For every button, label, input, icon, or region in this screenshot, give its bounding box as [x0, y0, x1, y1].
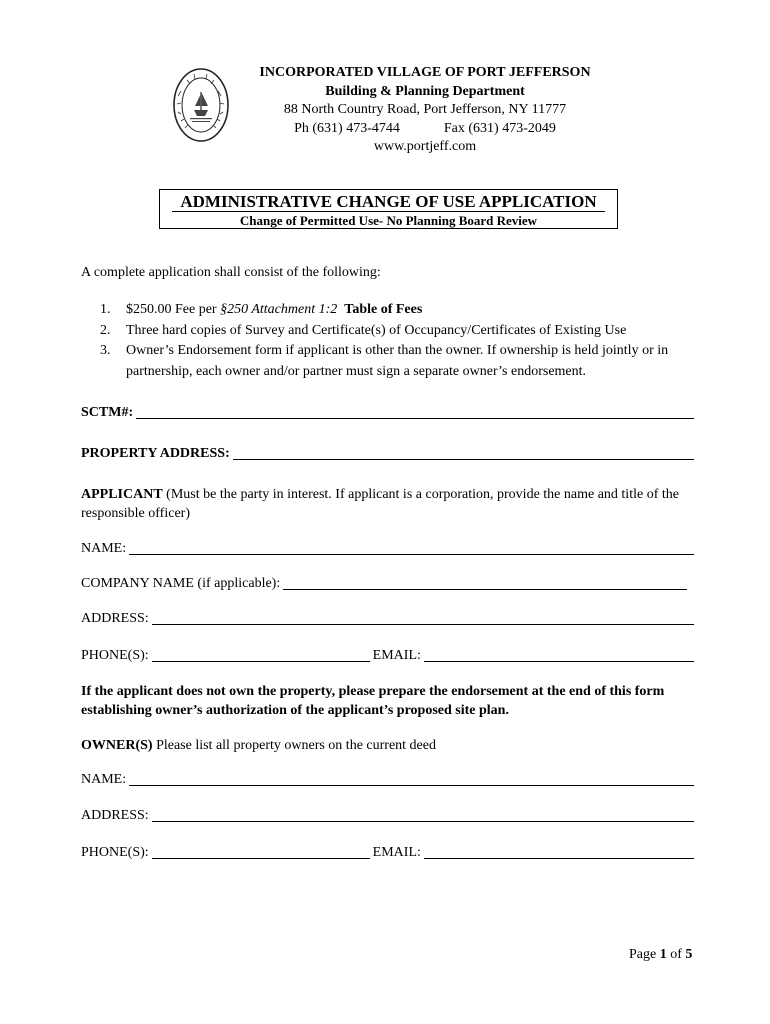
owner-address-row — [81, 807, 694, 825]
property-address-field[interactable] — [233, 445, 694, 460]
property-address-row — [81, 445, 694, 463]
list-item: 2. Three hard copies of Survey and Certificate(s) of Occupancy/Certificates of Existing Use — [100, 322, 627, 338]
letterhead — [220, 64, 630, 157]
owner-phone-label: PHONE(S): — [81, 845, 149, 860]
phone-number: Ph (631) 473-4744 — [294, 120, 400, 136]
owner-address-field[interactable] — [152, 807, 694, 822]
fees-reference: Table of Fees — [344, 302, 423, 317]
applicant-phone-label: PHONE(S): — [81, 648, 149, 663]
sctm-row — [81, 404, 694, 422]
website: www.portjeff.com — [373, 139, 477, 154]
property-address-label: PROPERTY ADDRESS: — [81, 446, 230, 461]
owner-note: Please list all property owners on the current deed — [156, 738, 436, 753]
owner-address-label: ADDRESS: — [81, 808, 149, 823]
current-page: 1 — [659, 947, 667, 962]
sctm-field[interactable] — [136, 404, 694, 419]
owner-name-label: NAME: — [81, 772, 127, 787]
owner-heading — [81, 736, 696, 755]
applicant-heading — [81, 485, 696, 523]
form-title: ADMINISTRATIVE CHANGE OF USE APPLICATION — [180, 192, 597, 211]
applicant-address-field[interactable] — [152, 610, 694, 625]
sctm-label: SCTM#: — [81, 405, 134, 420]
list-item: 1. $250.00 Fee per §250 Attachment 1:2 Table of Fees — [100, 302, 423, 317]
applicant-name-field[interactable] — [129, 540, 694, 555]
applicant-name-label: NAME: — [81, 541, 127, 556]
applicant-heading-label: APPLICANT — [81, 487, 163, 502]
intro-text: A complete application shall consist of the following: — [81, 265, 381, 280]
department-address: 88 North Country Road, Port Jefferson, NY 11777 — [283, 102, 567, 117]
applicant-company-row — [81, 575, 687, 593]
total-pages: 5 — [685, 947, 693, 962]
owner-name-row — [81, 771, 694, 789]
applicant-email-field[interactable] — [424, 647, 694, 662]
applicant-contact-row — [81, 647, 694, 665]
owner-contact-row — [81, 844, 694, 862]
page-number: Page 1 of 5 — [629, 947, 693, 962]
applicant-address-row — [81, 610, 694, 628]
applicant-address-label: ADDRESS: — [81, 611, 149, 626]
list-item: 3. Owner’s Endorsement form if applicant is other than the owner. If ownership is held jointly or in partnership, each owner and/or partner must sign a separate owner’s endorsement. — [100, 343, 669, 379]
applicant-note: (Must be the party in interest. If applicant is a corporation, provide the name and title of the responsible officer) — [81, 487, 679, 521]
form-subtitle: Change of Permitted Use- No Planning Board Review — [239, 213, 538, 228]
owner-name-field[interactable] — [129, 771, 694, 786]
owner-heading-label: OWNER(S) — [81, 738, 153, 753]
attachment-reference: §250 Attachment 1:2 — [220, 302, 338, 317]
owner-email-label: EMAIL: — [372, 845, 421, 860]
owner-email-field[interactable] — [424, 844, 694, 859]
title-box — [159, 189, 618, 229]
ownership-notice: If the applicant does not own the property, please prepare the endorsement at the end of this form establishing owner’s authorization of the applicant’s proposed site plan. — [81, 684, 665, 718]
applicant-email-label: EMAIL: — [372, 648, 421, 663]
contact-line — [220, 120, 630, 139]
applicant-phone-field[interactable] — [152, 647, 370, 662]
fax-number: Fax (631) 473-2049 — [443, 120, 556, 136]
applicant-company-field[interactable] — [283, 575, 687, 590]
department-name: Building & Planning Department — [325, 83, 525, 99]
requirements-list — [100, 300, 700, 382]
applicant-name-row — [81, 540, 694, 558]
title-divider — [172, 211, 605, 212]
applicant-company-label: COMPANY NAME (if applicable): — [81, 576, 281, 591]
owner-phone-field[interactable] — [152, 844, 370, 859]
org-name: INCORPORATED VILLAGE OF PORT JEFFERSON — [259, 65, 591, 80]
